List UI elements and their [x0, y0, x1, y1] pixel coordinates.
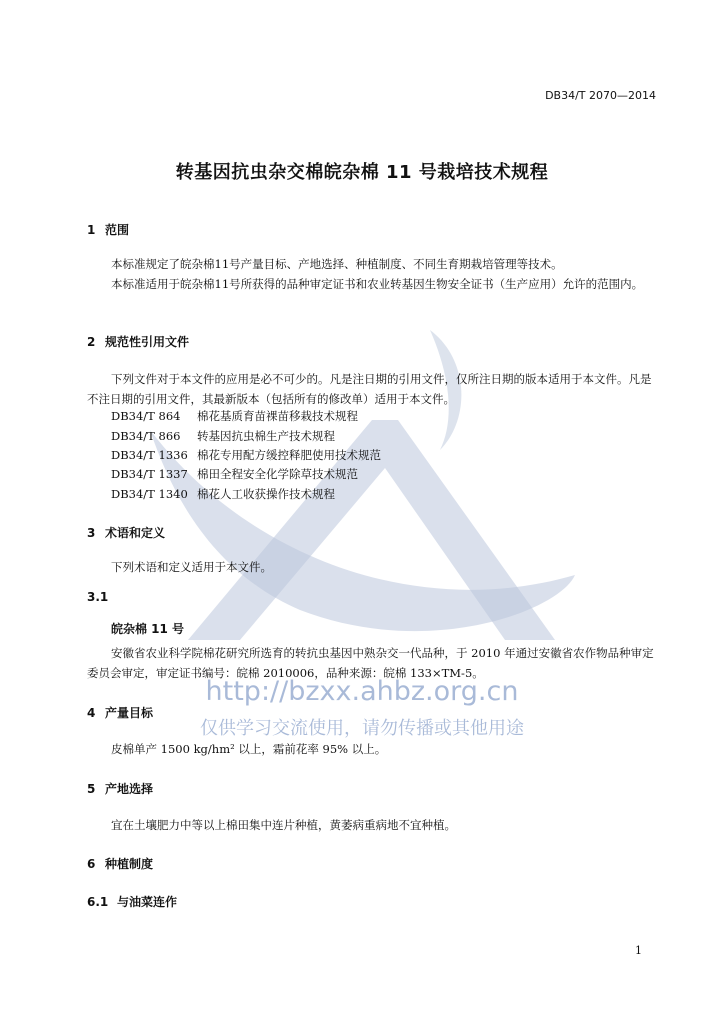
- subsection-number-3-1: 3.1: [87, 590, 109, 604]
- section-4-paragraph-1: 皮棉单产 1500 kg/hm² 以上，霜前花率 95% 以上。: [111, 742, 387, 756]
- section-heading-2: 2 规范性引用文件: [87, 335, 190, 349]
- reference-item: DB34/T 864 棉花基质育苗裸苗移栽技术规程: [111, 409, 358, 423]
- section-1-paragraph-1: 本标准规定了皖杂棉11号产量目标、产地选择、种植制度、不同生育期栽培管理等技术。: [111, 257, 563, 271]
- reference-item: DB34/T 866 转基因抗虫棉生产技术规程: [111, 429, 335, 443]
- page-number: 1: [635, 944, 642, 957]
- section-3-paragraph-1: 下列术语和定义适用于本文件。: [111, 560, 272, 574]
- section-5-paragraph-1: 宜在土壤肥力中等以上棉田集中连片种植，黄萎病重病地不宜种植。: [111, 818, 456, 832]
- section-heading-6: 6 种植制度: [87, 857, 154, 871]
- reference-item: DB34/T 1336 棉花专用配方缓控释肥使用技术规范: [111, 448, 381, 462]
- term-name: 皖杂棉 11 号: [111, 622, 185, 636]
- term-definition: 安徽省农业科学院棉花研究所选育的转抗虫基因中熟杂交一代品种，于 2010 年通过安徽省农作物品种审定委员会审定，审定证书编号：皖棉 2010006，品种来源：皖棉 133×TM-5。: [87, 646, 654, 680]
- section-2-paragraph-1: 下列文件对于本文件的应用是必不可少的。凡是注日期的引用文件，仅所注日期的版本适用于本文件。凡是不注日期的引用文件，其最新版本（包括所有的修改单）适用于本文件。: [87, 372, 652, 406]
- watermark-text: 仅供学习交流使用，请勿传播或其他用途: [200, 718, 524, 739]
- section-heading-3: 3 术语和定义: [87, 526, 166, 540]
- section-heading-1: 1 范围: [87, 223, 130, 237]
- section-heading-4: 4 产量目标: [87, 706, 154, 720]
- subsection-heading-6-1: 6.1 与油菜连作: [87, 895, 178, 909]
- reference-item: DB34/T 1340 棉花人工收获操作技术规程: [111, 487, 335, 501]
- watermark-url: http://bzxx.ahbz.org.cn: [205, 676, 519, 707]
- reference-item: DB34/T 1337 棉田全程安全化学除草技术规范: [111, 467, 358, 481]
- section-heading-5: 5 产地选择: [87, 782, 154, 796]
- document-title: 转基因抗虫杂交棉皖杂棉 11 号栽培技术规程: [175, 162, 549, 183]
- section-1-paragraph-2: 本标准适用于皖杂棉11号所获得的品种审定证书和农业转基因生物安全证书（生产应用）允许的范围内。: [111, 277, 644, 291]
- standard-code: DB34/T 2070—2014: [545, 89, 656, 102]
